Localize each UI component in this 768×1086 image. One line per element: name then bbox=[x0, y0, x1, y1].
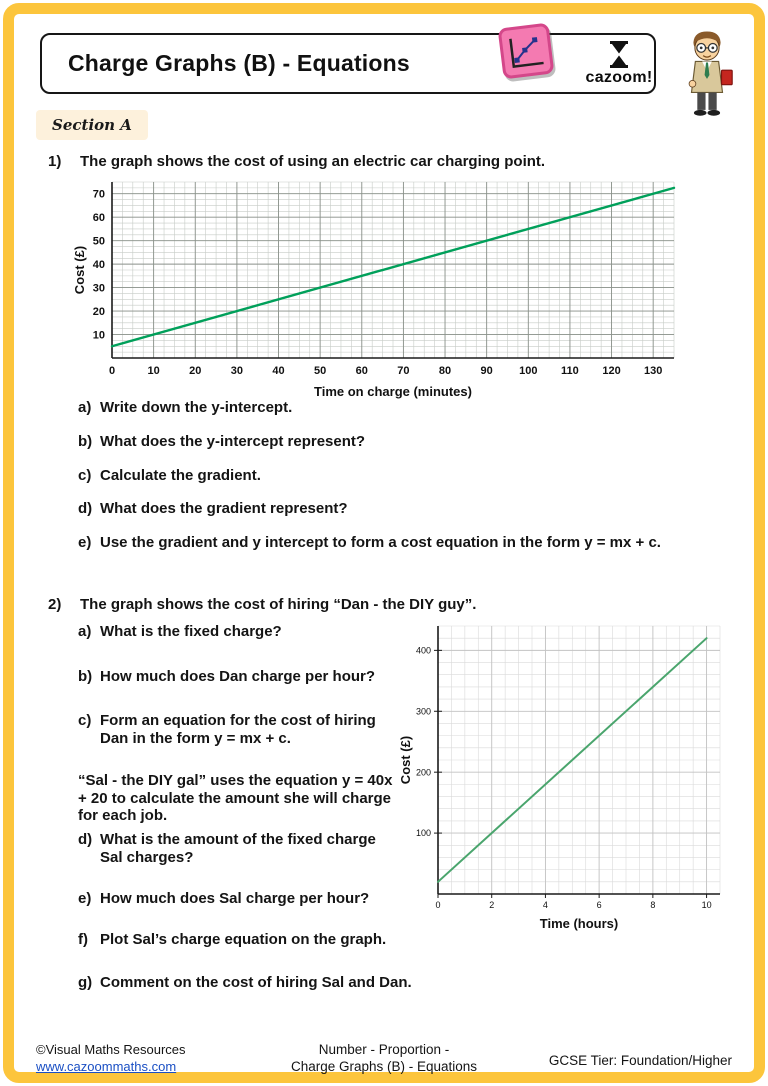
part-label: e) bbox=[78, 890, 92, 907]
part-label: d) bbox=[78, 831, 93, 848]
q2-part-b bbox=[78, 668, 390, 686]
svg-text:100: 100 bbox=[519, 365, 538, 377]
q1-part-a bbox=[78, 399, 292, 417]
chart-ev-charging bbox=[62, 172, 682, 402]
q1-part-d bbox=[78, 500, 348, 518]
footer-topic: Number - Proportion - bbox=[318, 1042, 450, 1057]
chart-dan-diy bbox=[398, 614, 738, 934]
svg-text:0: 0 bbox=[108, 365, 116, 377]
part-label: g) bbox=[78, 974, 93, 991]
svg-text:120: 120 bbox=[602, 365, 621, 377]
q1-part-e bbox=[78, 534, 661, 552]
q2-part-f bbox=[78, 931, 400, 949]
q2-part-g bbox=[78, 974, 420, 992]
svg-text:130: 130 bbox=[644, 365, 663, 377]
svg-text:10: 10 bbox=[147, 365, 160, 377]
svg-text:20: 20 bbox=[189, 365, 202, 377]
part-text: Write down the y-intercept. bbox=[100, 399, 293, 416]
svg-text:110: 110 bbox=[561, 365, 579, 377]
sal-equation-note: “Sal - the DIY gal” uses the equation y = 40x + 20 to calculate the amount she will charge for each job. bbox=[78, 772, 393, 825]
section-a-badge: Section A bbox=[36, 110, 148, 140]
brand-name: cazoom! bbox=[585, 69, 653, 86]
footer-sheet-name: Charge Graphs (B) - Equations bbox=[290, 1059, 478, 1074]
svg-text:Time on charge (minutes): Time on charge (minutes) bbox=[314, 384, 472, 399]
svg-text:Cost (£): Cost (£) bbox=[72, 245, 87, 295]
part-label: a) bbox=[78, 399, 92, 416]
graph-badge-icon bbox=[495, 20, 557, 87]
part-label: e) bbox=[78, 534, 92, 551]
svg-text:100: 100 bbox=[415, 828, 431, 839]
svg-text:60: 60 bbox=[92, 212, 105, 225]
svg-text:40: 40 bbox=[92, 258, 105, 271]
part-text: How much does Sal charge per hour? bbox=[100, 890, 370, 907]
svg-text:Cost (£): Cost (£) bbox=[398, 735, 413, 785]
part-text: What does the gradient represent? bbox=[100, 500, 348, 517]
part-text: Form an equation for the cost of hiring Dan in the form y = mx + c. bbox=[100, 712, 376, 747]
q2-prompt: The graph shows the cost of hiring “Dan - the DIY guy”. bbox=[80, 596, 477, 613]
part-label: c) bbox=[78, 467, 92, 484]
title-box bbox=[40, 33, 656, 94]
q1-header bbox=[48, 153, 545, 171]
part-text: Use the gradient and y intercept to form a cost equation in the form y = mx + c. bbox=[100, 534, 661, 551]
q2-header bbox=[48, 596, 476, 614]
svg-text:300: 300 bbox=[415, 706, 431, 717]
svg-text:70: 70 bbox=[92, 188, 105, 201]
part-text: Plot Sal’s charge equation on the graph. bbox=[100, 931, 387, 948]
svg-text:4: 4 bbox=[542, 900, 548, 910]
svg-text:90: 90 bbox=[480, 365, 493, 377]
part-label: c) bbox=[78, 712, 92, 729]
q2-part-c bbox=[78, 712, 392, 747]
cazoom-logo bbox=[582, 41, 656, 87]
q1-number: 1) bbox=[48, 153, 62, 170]
svg-text:30: 30 bbox=[92, 282, 105, 295]
part-text: How much does Dan charge per hour? bbox=[100, 668, 376, 685]
svg-text:50: 50 bbox=[314, 365, 327, 377]
svg-text:Time (hours): Time (hours) bbox=[539, 916, 619, 931]
svg-text:6: 6 bbox=[596, 900, 602, 910]
svg-text:2: 2 bbox=[489, 900, 495, 910]
footer-copyright: ©Visual Maths Resources bbox=[36, 1042, 186, 1057]
part-text: What is the amount of the fixed charge Sal charges? bbox=[100, 831, 376, 866]
svg-text:0: 0 bbox=[435, 900, 441, 910]
svg-text:10: 10 bbox=[92, 329, 105, 342]
part-text: Calculate the gradient. bbox=[100, 467, 261, 484]
svg-text:30: 30 bbox=[230, 365, 244, 377]
svg-text:8: 8 bbox=[650, 900, 656, 910]
svg-text:20: 20 bbox=[92, 305, 105, 318]
svg-text:80: 80 bbox=[438, 365, 452, 377]
hourglass-icon bbox=[608, 41, 630, 68]
q2-number: 2) bbox=[48, 596, 62, 613]
part-text: Comment on the cost of hiring Sal and Dan. bbox=[100, 974, 412, 991]
svg-text:10: 10 bbox=[701, 900, 712, 910]
q1-prompt: The graph shows the cost of using an electric car charging point. bbox=[80, 153, 546, 170]
q2-part-e bbox=[78, 890, 400, 908]
worksheet-title: Charge Graphs (B) - Equations bbox=[68, 50, 410, 76]
footer-tier: GCSE Tier: Foundation/Higher bbox=[548, 1053, 732, 1068]
svg-text:40: 40 bbox=[272, 365, 285, 377]
q2-part-d bbox=[78, 831, 400, 866]
part-label: f) bbox=[78, 931, 88, 948]
svg-text:200: 200 bbox=[415, 767, 431, 778]
part-label: d) bbox=[78, 500, 93, 517]
footer-website-link[interactable]: www.cazoommaths.com bbox=[36, 1059, 177, 1074]
part-text: What does the y-intercept represent? bbox=[100, 433, 366, 450]
part-label: b) bbox=[78, 433, 93, 450]
part-label: b) bbox=[78, 668, 93, 685]
svg-text:400: 400 bbox=[415, 645, 431, 656]
svg-text:70: 70 bbox=[397, 365, 410, 377]
svg-text:50: 50 bbox=[92, 235, 105, 248]
q2-part-a bbox=[78, 623, 390, 641]
teacher-illustration bbox=[676, 26, 738, 131]
svg-text:60: 60 bbox=[355, 365, 368, 377]
q1-part-c bbox=[78, 467, 261, 485]
q1-part-b bbox=[78, 433, 365, 451]
part-label: a) bbox=[78, 623, 92, 640]
part-text: What is the fixed charge? bbox=[100, 623, 282, 640]
